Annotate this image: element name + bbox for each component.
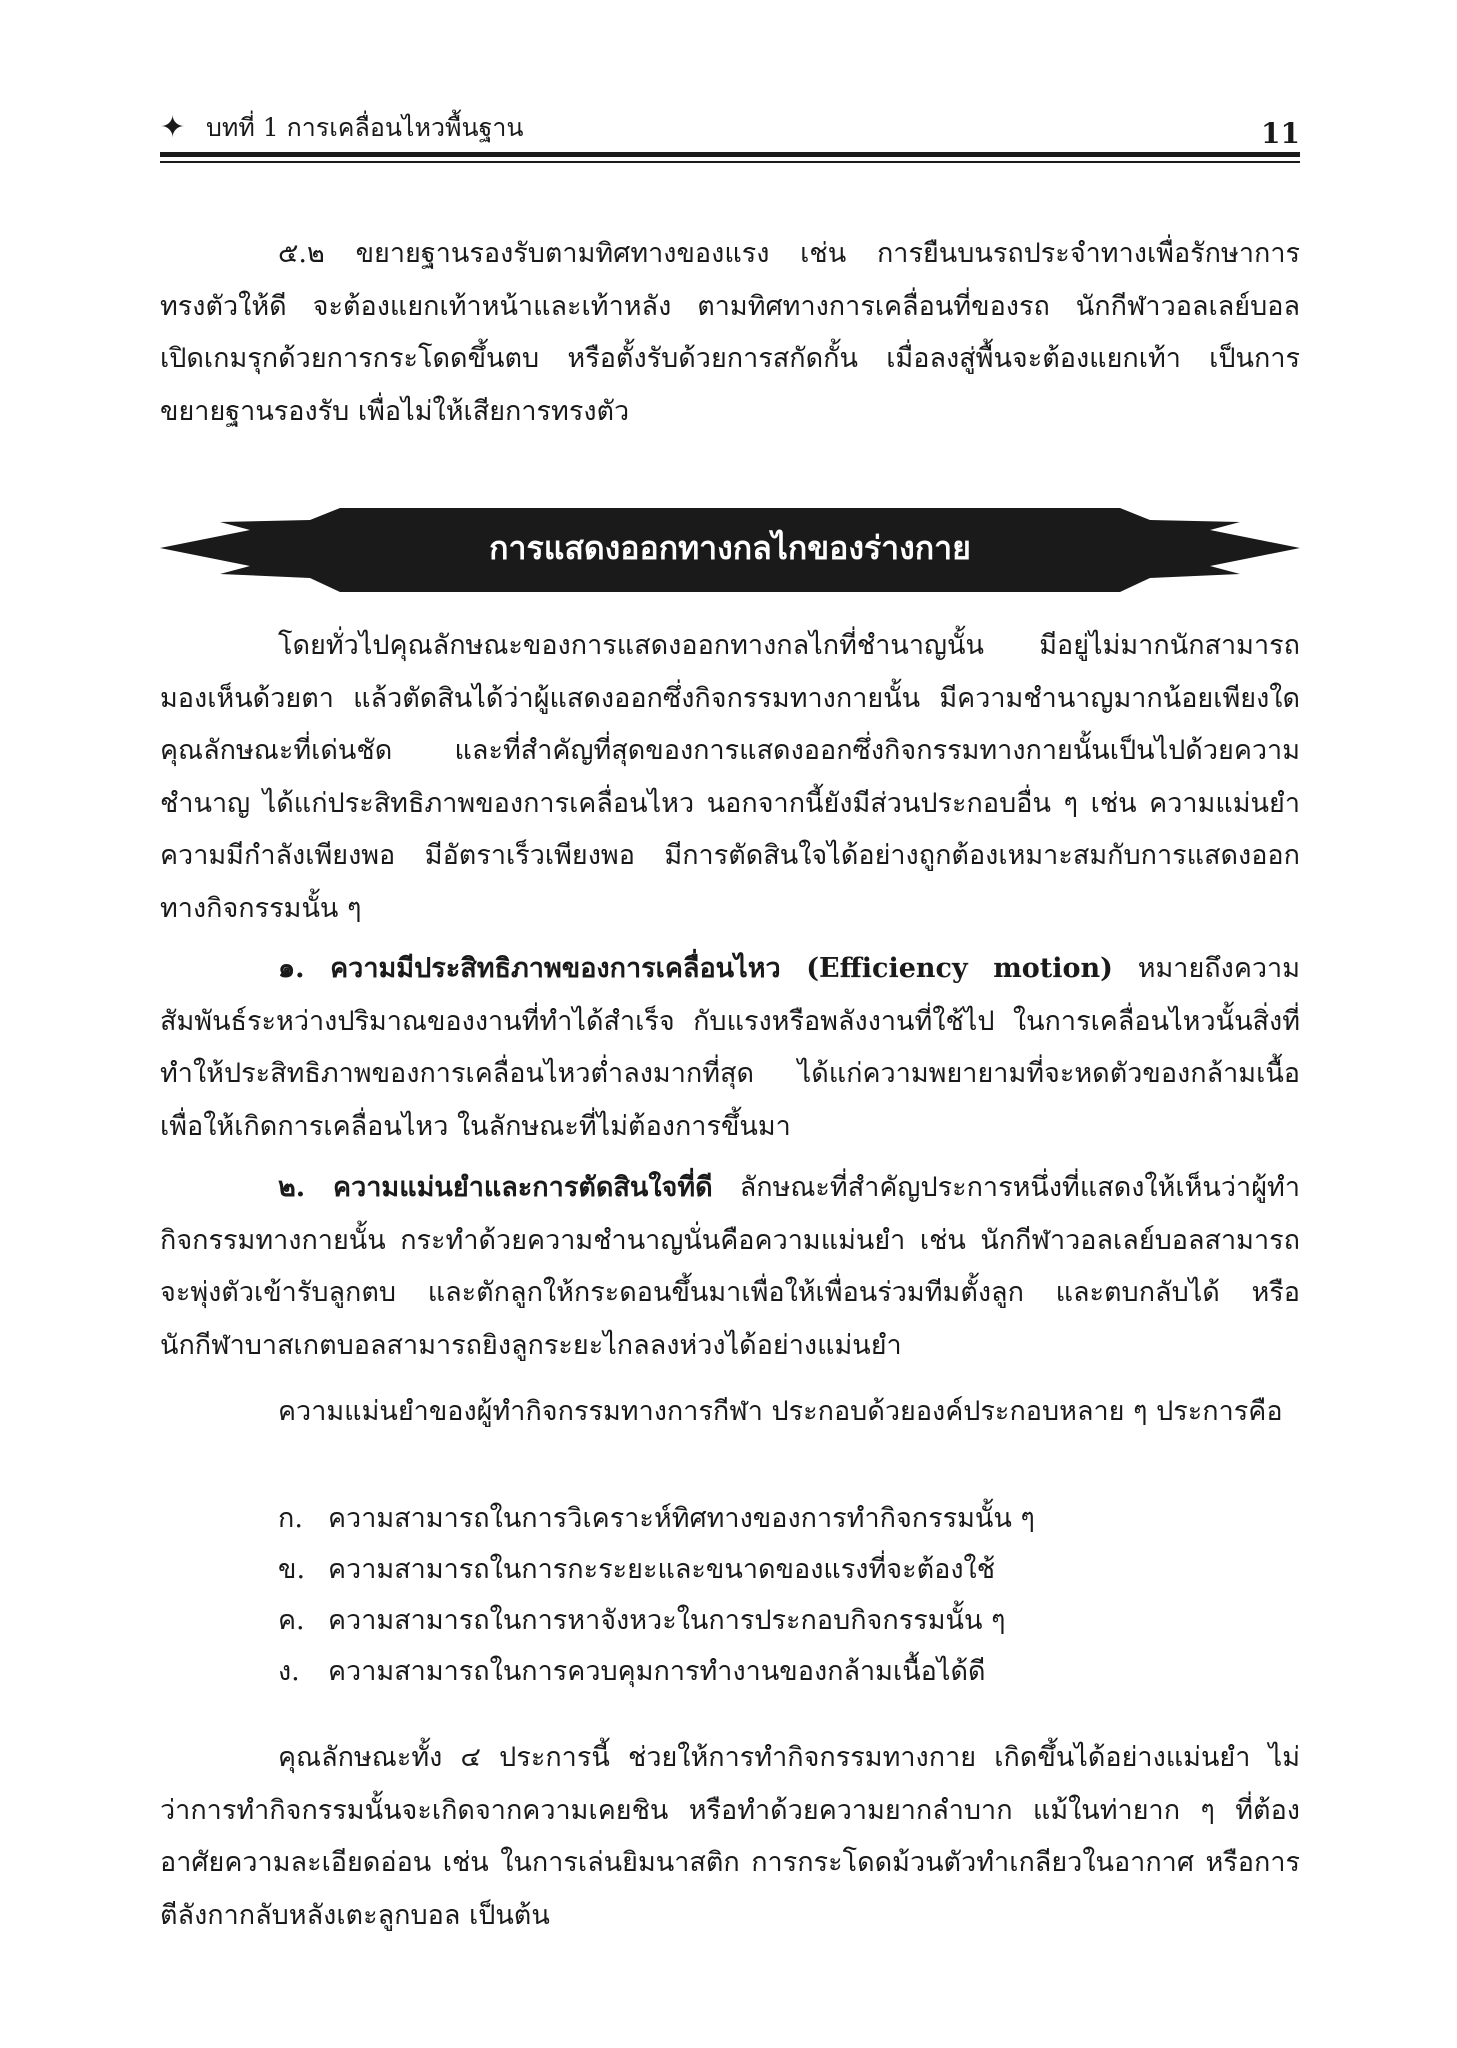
star-icon: ✦ [160,110,186,145]
item-2-paragraph [160,1162,1300,1372]
intro-paragraph: โดยทั่วไปคุณลักษณะของการแสดงออกทางกลไกที่ชำนาญนั้น มีอยู่ไม่มากนักสามารถมองเห็นด้วยตา แล้วตัดสินได้ว่าผู้แสดงออกซึ่งกิจกรรมทางกายนั้น มีความชำนาญมากน้อยเพียงใด คุณลักษณะที่เด่นชัด และที่สำคัญที่สุดของการแสดงออกซึ่งกิจกรรมทางกายนั้นเป็นไปด้วยความชำนาญ ได้แก่ประสิทธิภาพของการเคลื่อนไหว นอกจากนี้ยังมีส่วนประกอบอื่น ๆ เช่น ความแม่นยำ ความมีกำลังเพียงพอ มีอัตราเร็วเพียงพอ มีการตัดสินใจได้อย่างถูกต้องเหมาะสมกับการแสดงออกทางกิจกรรมนั้น ๆ [160,630,1300,924]
item-1-paragraph [160,943,1300,1153]
running-header [160,108,1300,156]
list-text: ความสามารถในการควบคุมการทำงานของกล้ามเนื้อได้ดี [328,1656,986,1687]
list-marker: ข. [278,1554,306,1585]
chapter-title: บทที่ 1 การเคลื่อนไหวพื้นฐาน [206,113,524,142]
header-rule-thick [160,152,1300,157]
list-marker: ค. [278,1605,305,1636]
section-title: การแสดงออกทางกลไกของร่างกาย [489,529,971,567]
header-rule-thin [160,161,1300,163]
item-2-heading: ๒. ความแม่นยำและการตัดสินใจที่ดี [278,1172,713,1203]
list-item [278,1494,1278,1544]
closing-paragraph: คุณลักษณะทั้ง ๔ ประการนี้ ช่วยให้การทำกิจกรรมทางกาย เกิดขึ้นได้อย่างแม่นยำ ไม่ว่าการทำกิจกรรมนั้นจะเกิดจากความเคยชิน หรือทำด้วยความยากลำบาก แม้ในท่ายาก ๆ ที่ต้องอาศัยความละเอียดอ่อน เช่น ในการเล่นยิมนาสติก การกระโดดม้วนตัวทำเกลียวในอากาศ หรือการตีลังกากลับหลังเตะลูกบอล เป็นต้น [160,1742,1300,1931]
list-item [278,1545,1278,1595]
page-number: 11 [1261,117,1300,150]
item-1-heading: ๑. ความมีประสิทธิภาพของการเคลื่อนไหว (Efficiency motion) [278,953,1113,984]
item-1-body: หมายถึงความสัมพันธ์ระหว่างปริมาณของงานที่ทำได้สำเร็จ กับแรงหรือพลังงานที่ใช้ไป ในการเคลื่อนไหวนั้นสิ่งที่ทำให้ประสิทธิภาพของการเคลื่อนไหวต่ำลงมากที่สุด ได้แก่ความพยายามที่จะหดตัวของกล้ามเนื้อเพื่อให้เกิดการเคลื่อนไหว ในลักษณะที่ไม่ต้องการขึ้นมา [160,953,1301,1142]
list-item [278,1647,1278,1697]
list-text: ความสามารถในการกะระยะและขนาดของแรงที่จะต้องใช้ [328,1554,996,1585]
accuracy-intro: ความแม่นยำของผู้ทำกิจกรรมทางการกีฬา ประกอบด้วยองค์ประกอบหลาย ๆ ประการคือ [278,1396,1283,1427]
item-2-body: ลักษณะที่สำคัญประการหนึ่งที่แสดงให้เห็นว่าผู้ทำกิจกรรมทางกายนั้น กระทำด้วยความชำนาญนั่นคือความแม่นยำ เช่น นักกีฬาวอลเลย์บอลสามารถจะพุ่งตัวเข้ารับลูกตบ และตักลูกให้กระดอนขึ้นมาเพื่อให้เพื่อนร่วมทีมตั้งลูก และตบกลับได้ หรือนักกีฬาบาสเกตบอลสามารถยิงลูกระยะไกลลงห่วงได้อย่างแม่นยำ [160,1172,1300,1361]
list-marker: ก. [278,1503,303,1534]
section-banner [160,500,1300,600]
list-text: ความสามารถในการวิเคราะห์ทิศทางของการทำกิจกรรมนั้น ๆ [328,1503,1035,1534]
list-text: ความสามารถในการหาจังหวะในการประกอบกิจกรรมนั้น ๆ [328,1605,1006,1636]
list-item [278,1596,1278,1646]
list-marker: ง. [278,1656,300,1687]
paragraph-5-2: ๕.๒ ขยายฐานรองรับตามทิศทางของแรง เช่น การยืนบนรถประจำทางเพื่อรักษาการทรงตัวให้ดี จะต้องแยกเท้าหน้าและเท้าหลัง ตามทิศทางการเคลื่อนที่ของรถ นักกีฬาวอลเลย์บอล เปิดเกมรุกด้วยการกระโดดขึ้นตบ หรือตั้งรับด้วยการสกัดกั้น เมื่อลงสู่พื้นจะต้องแยกเท้า เป็นการขยายฐานรองรับ เพื่อไม่ให้เสียการทรงตัว [160,238,1300,427]
